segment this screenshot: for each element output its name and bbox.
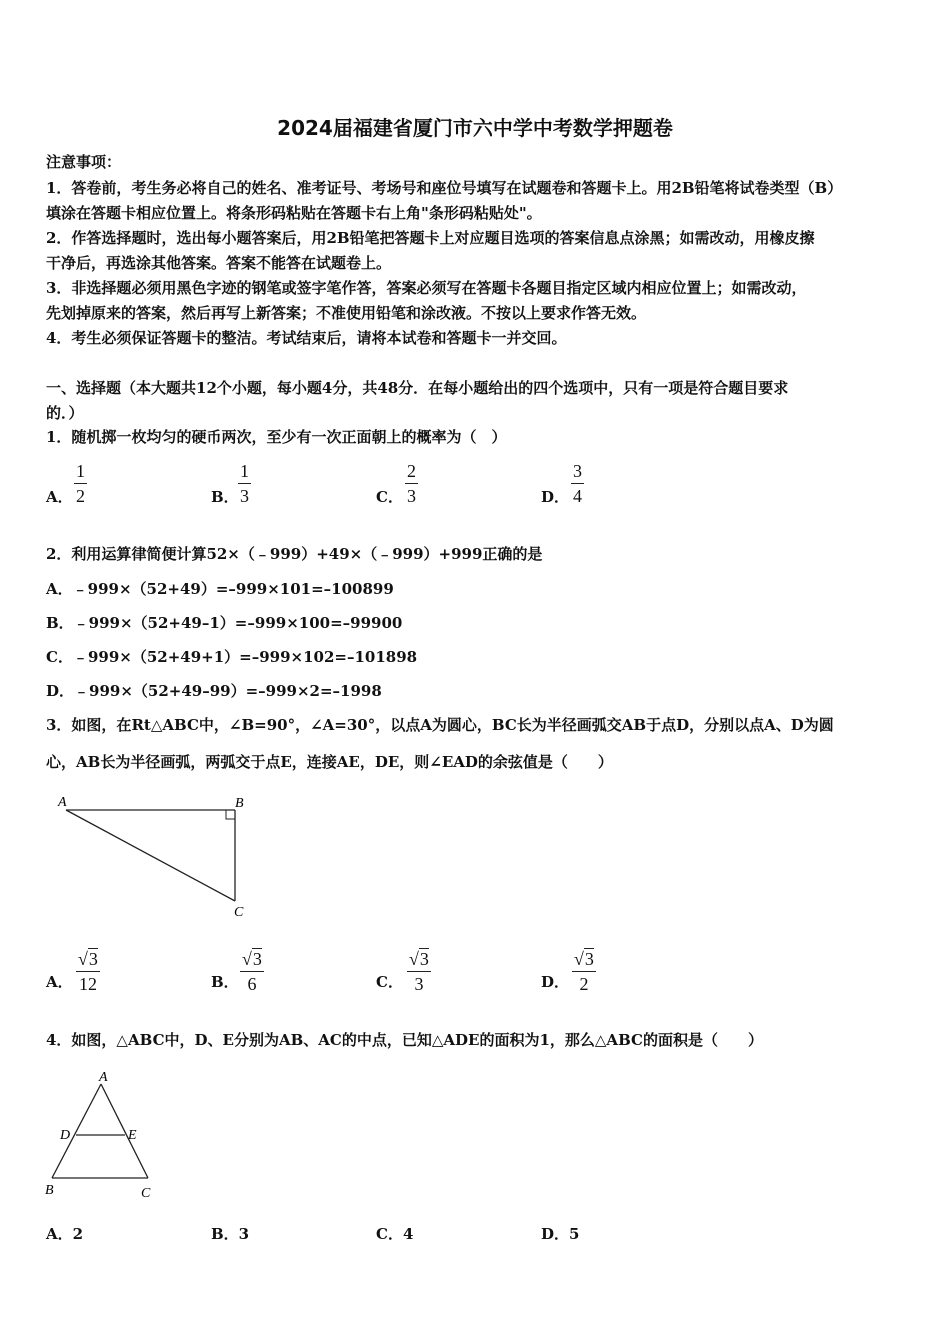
point-label-d: D: [60, 1128, 71, 1143]
radical-sign: √: [574, 949, 584, 969]
q3-stem-line-2: 心，AB长为半径画弧，两弧交于点E，连接AE，DE，则∠EAD的余弦值是（ ）: [46, 753, 613, 771]
q3-option-b-fraction: [240, 949, 264, 994]
q3-triangle-figure: [52, 790, 262, 925]
notice-item-3-line-1: 3．非选择题必须用黑色字迹的钢笔或签字笔作答，答案必须写在答题卡各题目指定区域内相应位置上；如需改动，: [46, 279, 807, 297]
fraction-bar: [74, 483, 87, 484]
q3-option-a-fraction: [76, 949, 100, 994]
side-ac: [101, 1084, 148, 1178]
section-heading-line-1: 一、选择题（本大题共12个小题，每小题4分，共48分．在每小题给出的四个选项中，只有一项是符合题目要求: [46, 379, 789, 397]
q4-triangle-figure: [40, 1066, 170, 1206]
page-title: 2024届福建省厦门市六中学中考数学押题卷: [277, 116, 673, 140]
point-label-e: E: [128, 1128, 137, 1143]
q3-stem-line-1: 3．如图，在Rt△ABC中，∠B=90°，∠A=30°，以点A为圆心，BC长为半径画弧交AB于点D，分别以点A、D为圆: [46, 716, 834, 734]
q3-option-a-radicand: 3: [88, 949, 98, 969]
q1-option-b-fraction: [238, 461, 251, 506]
q1-option-c-numerator: 2: [407, 461, 416, 481]
q3-option-c-denominator: 3: [414, 974, 424, 994]
vertex-label-b: B: [45, 1183, 54, 1198]
fraction-bar: [407, 971, 431, 972]
q3-option-c-radicand: 3: [419, 949, 429, 969]
radical-sign: √: [242, 949, 252, 969]
section-heading-line-2: 的．）: [46, 404, 84, 422]
q4-option-b: B．3: [211, 1225, 250, 1243]
q1-option-d-fraction: [571, 461, 584, 506]
vertex-label-b: B: [235, 796, 244, 811]
q2-option-b: B．﹣999×（52+49–1）=–999×100=–99900: [46, 614, 403, 632]
vertex-label-a: A: [99, 1070, 108, 1085]
q1-option-a-denominator: 2: [76, 486, 85, 506]
q1-option-c-denominator: 3: [407, 486, 416, 506]
q3-option-b-label: B．: [211, 973, 239, 991]
q3-option-c-label: C．: [376, 973, 403, 991]
fraction-bar: [405, 483, 418, 484]
vertex-label-c: C: [234, 905, 244, 920]
radical-sign: √: [409, 949, 419, 969]
notice-item-4: 4．考生必须保证答题卡的整洁。考试结束后，请将本试卷和答题卡一并交回。: [46, 329, 567, 347]
vertex-label-c: C: [141, 1186, 151, 1201]
notice-heading: 注意事项：: [46, 153, 122, 171]
q2-option-d: D．﹣999×（52+49–99）=–999×2=–1998: [46, 682, 382, 700]
fraction-bar: [572, 971, 596, 972]
fraction-bar: [571, 483, 584, 484]
q1-option-d-denominator: 4: [573, 486, 582, 506]
q3-option-d-label: D．: [541, 973, 570, 991]
q3-option-c-fraction: [407, 949, 431, 994]
fraction-bar: [240, 971, 264, 972]
q1-option-b-label: B．: [211, 488, 239, 506]
q1-option-c-fraction: [405, 461, 418, 506]
q2-option-a: A．﹣999×（52+49）=–999×101=–100899: [46, 580, 394, 598]
q4-option-a: A．2: [46, 1225, 84, 1243]
notice-item-3-line-2: 先划掉原来的答案，然后再写上新答案；不准使用铅笔和涂改液。不按以上要求作答无效。: [46, 304, 647, 322]
q4-stem: 4．如图，△ABC中，D、E分别为AB、AC的中点，已知△ADE的面积为1，那么△ABC的面积是（ ）: [46, 1031, 763, 1049]
fraction-bar: [76, 971, 100, 972]
notice-item-2-line-2: 干净后，再选涂其他答案。答案不能答在试题卷上。: [46, 254, 392, 272]
vertex-label-a: A: [58, 795, 67, 810]
q1-option-b-numerator: 1: [240, 461, 249, 481]
q1-option-a-label: A．: [46, 488, 73, 506]
q3-option-d-radicand: 3: [584, 949, 594, 969]
q1-option-a-fraction: [74, 461, 87, 506]
q1-option-d-label: D．: [541, 488, 570, 506]
right-angle-mark: [226, 810, 235, 819]
q4-option-c: C．4: [376, 1225, 414, 1243]
radical-sign: √: [78, 949, 88, 969]
q3-option-a-label: A．: [46, 973, 73, 991]
notice-item-2-line-1: 2．作答选择题时，选出每小题答案后，用2B铅笔把答题卡上对应题目选项的答案信息点涂黑；如需改动，用橡皮擦: [46, 229, 815, 247]
q3-option-d-fraction: [572, 949, 596, 994]
fraction-bar: [238, 483, 251, 484]
q2-option-c: C．﹣999×（52+49+1）=–999×102=–101898: [46, 648, 418, 666]
q3-option-b-denominator: 6: [247, 974, 257, 994]
side-ac: [66, 810, 235, 901]
q4-option-d: D．5: [541, 1225, 580, 1243]
q1-stem: 1．随机掷一枚均匀的硬币两次，至少有一次正面朝上的概率为（ ）: [46, 428, 507, 446]
notice-item-1-line-2: 填涂在答题卡相应位置上。将条形码粘贴在答题卡右上角"条形码粘贴处"。: [46, 204, 542, 222]
q1-option-d-numerator: 3: [573, 461, 582, 481]
q3-option-d-denominator: 2: [579, 974, 589, 994]
q1-option-a-numerator: 1: [76, 461, 85, 481]
q3-option-a-denominator: 12: [78, 974, 97, 994]
notice-item-1-line-1: 1．答卷前，考生务必将自己的姓名、准考证号、考场号和座位号填写在试题卷和答题卡上。用2B铅笔将试卷类型（B）: [46, 179, 843, 197]
q1-option-b-denominator: 3: [240, 486, 249, 506]
q1-option-c-label: C．: [376, 488, 403, 506]
q3-option-b-radicand: 3: [252, 949, 262, 969]
q2-stem: 2．利用运算律简便计算52×（﹣999）+49×（﹣999）+999正确的是: [46, 545, 543, 563]
